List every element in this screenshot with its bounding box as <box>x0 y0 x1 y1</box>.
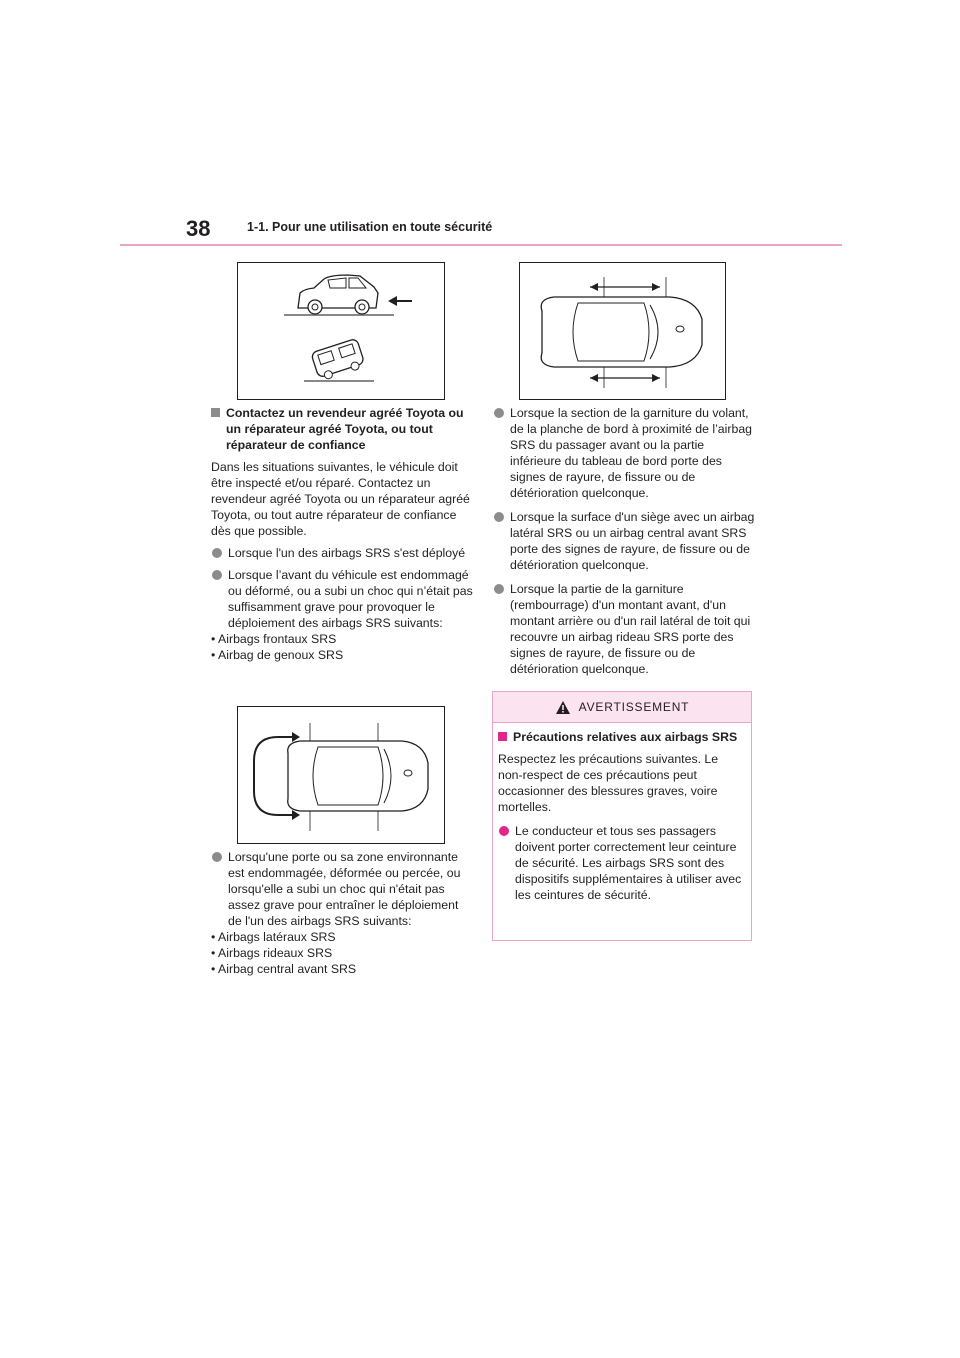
warning-intro: Respectez les précautions suivantes. Le non-respect de ces précautions peut occasionner des blessures graves, voire mortelles. <box>498 752 719 814</box>
bullet-pillar-trim <box>493 581 755 677</box>
sub-item: • Airbags frontaux SRS <box>211 632 337 646</box>
figure-door-impact <box>237 706 445 844</box>
figure-side-impact <box>519 262 726 400</box>
bullet-front-damaged <box>211 567 473 631</box>
bullet-text: Lorsque l’avant du véhicule est endommagé ou déformé, ou a subi un choc qui n’était pas suffisamment grave pour provoquer le déploiement des airbags SRS suivants: <box>228 568 473 630</box>
warning-box <box>492 691 752 941</box>
circle-bullet-icon <box>494 584 504 594</box>
square-bullet-icon <box>211 408 220 417</box>
square-bullet-icon <box>498 732 507 741</box>
circle-bullet-icon <box>212 548 222 558</box>
circle-bullet-icon <box>212 852 222 862</box>
circle-bullet-icon <box>499 826 509 836</box>
warning-bullet-seatbelt <box>498 823 744 903</box>
sub-item: • Airbag de genoux SRS <box>211 648 344 662</box>
sub-item: • Airbags latéraux SRS <box>211 930 336 944</box>
warning-body <box>498 729 744 903</box>
front-impact-illustration <box>238 263 444 399</box>
bullet-text: Lorsque la section de la garniture du volant, de la planche de bord à proximité de l’airbag SRS du passager avant ou la partie inférieure du tableau de bord porte des signes de rayure, de fissure ou de détérioration quelconque. <box>510 406 752 500</box>
bullet-text: Lorsqu'une porte ou sa zone environnante est endommagée, déformée ou percée, ou lorsqu'elle a subi un choc qui n'était pas assez grave pour entraîner le déploiement de l'un des airbags SRS suivants: <box>228 850 461 928</box>
figure-front-impact <box>237 262 445 400</box>
page-number: 38 <box>186 216 211 241</box>
warning-triangle-icon <box>555 700 571 715</box>
left-column-lower <box>211 849 473 977</box>
bullet-door-damaged <box>211 849 473 929</box>
right-column <box>493 405 755 677</box>
bullet-text: Le conducteur et tous ses passagers doivent porter correctement leur ceinture de sécurité. Les airbags SRS sont des dispositifs supplémentaires à utiliser avec les ceintures de sécurité. <box>515 824 742 902</box>
circle-bullet-icon <box>212 570 222 580</box>
bullet-text: Lorsque la partie de la garniture (rembourrage) d'un montant avant, d'un montant arrière ou d'un rail latéral de toit qui recouvre un airbag rideau SRS porte des signes de rayure, de fissure ou de détérioration quelconque. <box>510 582 751 676</box>
left-column-upper <box>211 405 473 663</box>
warning-title: AVERTISSEMENT <box>578 700 690 714</box>
bullet-airbag-deployed <box>211 545 473 561</box>
circle-bullet-icon <box>494 408 504 418</box>
intro-paragraph: Dans les situations suivantes, le véhicule doit être inspecté et/ou réparé. Contactez un revendeur agréé Toyota ou un réparateur agréé Toyota, ou tout autre réparateur de confiance dès que possible. <box>211 460 470 538</box>
bullet-text: Lorsque l'un des airbags SRS s'est déployé <box>228 546 466 560</box>
side-impact-illustration <box>520 263 725 399</box>
warning-header <box>493 692 751 723</box>
circle-bullet-icon <box>494 512 504 522</box>
heading-contact-dealer <box>211 405 473 453</box>
bullet-text: Lorsque la surface d'un siège avec un airbag latéral SRS ou un airbag central avant SRS porte des signes de rayure, de fissure ou de détérioration quelconque. <box>510 510 755 572</box>
sub-item: • Airbag central avant SRS <box>211 962 357 976</box>
header-rule <box>120 244 842 246</box>
warning-heading-text: Précautions relatives aux airbags SRS <box>513 730 738 744</box>
bullet-steering-trim <box>493 405 755 501</box>
heading-contact-dealer-text: Contactez un revendeur agréé Toyota ou un réparateur agréé Toyota, ou tout réparateur de confiance <box>226 406 464 452</box>
section-title: 1-1. Pour une utilisation en toute sécurité <box>247 220 493 234</box>
sub-item: • Airbags rideaux SRS <box>211 946 333 960</box>
warning-heading <box>498 729 744 745</box>
bullet-seat-surface <box>493 509 755 573</box>
door-impact-illustration <box>238 707 444 843</box>
